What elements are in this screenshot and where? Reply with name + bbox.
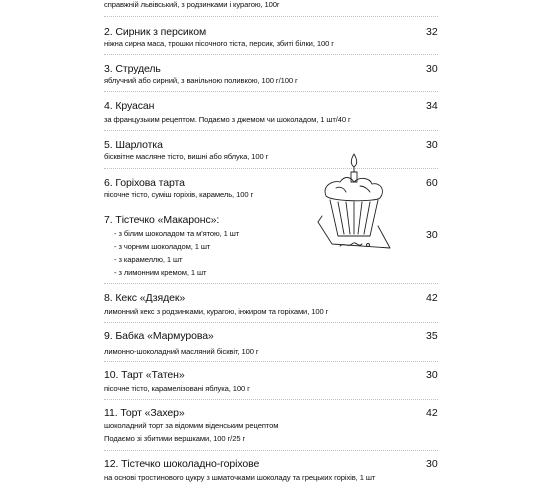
divider bbox=[104, 91, 438, 92]
item-title: 5. Шарлотка bbox=[104, 139, 163, 151]
item-title: 6. Горіхова тарта bbox=[104, 177, 185, 189]
menu-item-8 bbox=[104, 292, 444, 317]
item-price: 34 bbox=[426, 100, 438, 112]
item-title: 9. Бабка «Мармурова» bbox=[104, 330, 214, 342]
item-title: 10. Тарт «Татен» bbox=[104, 369, 185, 381]
divider bbox=[104, 283, 438, 284]
item-title: 4. Круасан bbox=[104, 100, 155, 112]
item-title: 11. Торт «Захер» bbox=[104, 407, 185, 419]
item-price: 30 bbox=[426, 229, 438, 241]
item-description: пісочне тісто, суміш горіхів, карамель, 100 г bbox=[104, 190, 254, 199]
item-description: Подаємо зі збитими вершками, 100 г/25 г bbox=[104, 434, 246, 443]
divider bbox=[104, 399, 438, 400]
item-price: 30 bbox=[426, 139, 438, 151]
item-description: на основі тростинового цукру з шматочками шоколаду та грецьких горіхів, 1 шт bbox=[104, 473, 376, 482]
item-price: 35 bbox=[426, 330, 438, 342]
divider bbox=[104, 450, 438, 451]
item-price: 60 bbox=[426, 177, 438, 189]
item-price: 42 bbox=[426, 407, 438, 419]
item-option: - з білим шоколадом та м'ятою, 1 шт bbox=[114, 229, 240, 238]
item-description: за французьким рецептом. Подаємо з джемом чи шоколадом, 1 шт/40 г bbox=[104, 115, 351, 124]
item-price: 30 bbox=[426, 458, 438, 470]
item-description: бісквітне масляне тісто, вишні або яблука, 100 г bbox=[104, 152, 269, 161]
divider bbox=[104, 16, 438, 17]
item-title: 7. Тістечко «Макаронс»: bbox=[104, 214, 220, 226]
menu-item-3 bbox=[104, 63, 444, 86]
item-price: 30 bbox=[426, 63, 438, 75]
item-title: 8. Кекс «Дзядек» bbox=[104, 292, 186, 304]
item-option: - з карамеллю, 1 шт bbox=[114, 255, 183, 264]
item-title: 2. Сирник з персиком bbox=[104, 26, 207, 38]
menu-item-2 bbox=[104, 26, 444, 49]
menu-item-10 bbox=[104, 369, 444, 394]
item-title: 12. Тістечко шоколадно-горіхове bbox=[104, 458, 260, 470]
menu-item-1 bbox=[104, 0, 444, 10]
item-description: яблучний або сирний, з ванільною поливкою, 100 г/100 г bbox=[104, 76, 298, 85]
divider bbox=[104, 54, 438, 55]
item-description: лимонний кекс з родзинками, курагою, інжиром та горіхами, 100 г bbox=[104, 307, 329, 316]
item-option: - з лимонним кремом, 1 шт bbox=[114, 268, 207, 277]
item-description: шоколадний торт за відомим віденським рецептом bbox=[104, 421, 279, 430]
item-description: справжній львівський, з родзинками і курагою, 100г bbox=[104, 0, 280, 9]
menu-item-9 bbox=[104, 330, 444, 357]
divider bbox=[104, 361, 438, 362]
menu-item-11 bbox=[104, 407, 444, 444]
divider bbox=[104, 130, 438, 131]
item-price: 32 bbox=[426, 26, 438, 38]
item-price: 42 bbox=[426, 292, 438, 304]
item-description: ніжна сирна маса, трошки пісочного тіста, персик, збиті білки, 100 г bbox=[104, 39, 334, 48]
menu-item-12 bbox=[104, 458, 444, 483]
menu-item-4 bbox=[104, 100, 444, 125]
item-price: 30 bbox=[426, 369, 438, 381]
item-description: пісочне тісто, карамелізовані яблука, 100 г bbox=[104, 384, 250, 393]
item-description: лимонно-шоколадний масляний бісквіт, 100 г bbox=[104, 347, 259, 356]
item-title: 3. Струдель bbox=[104, 63, 161, 75]
dessert-sketch-illustration bbox=[314, 152, 394, 262]
divider bbox=[104, 322, 438, 323]
item-option: - з чорним шоколадом, 1 шт bbox=[114, 242, 211, 251]
